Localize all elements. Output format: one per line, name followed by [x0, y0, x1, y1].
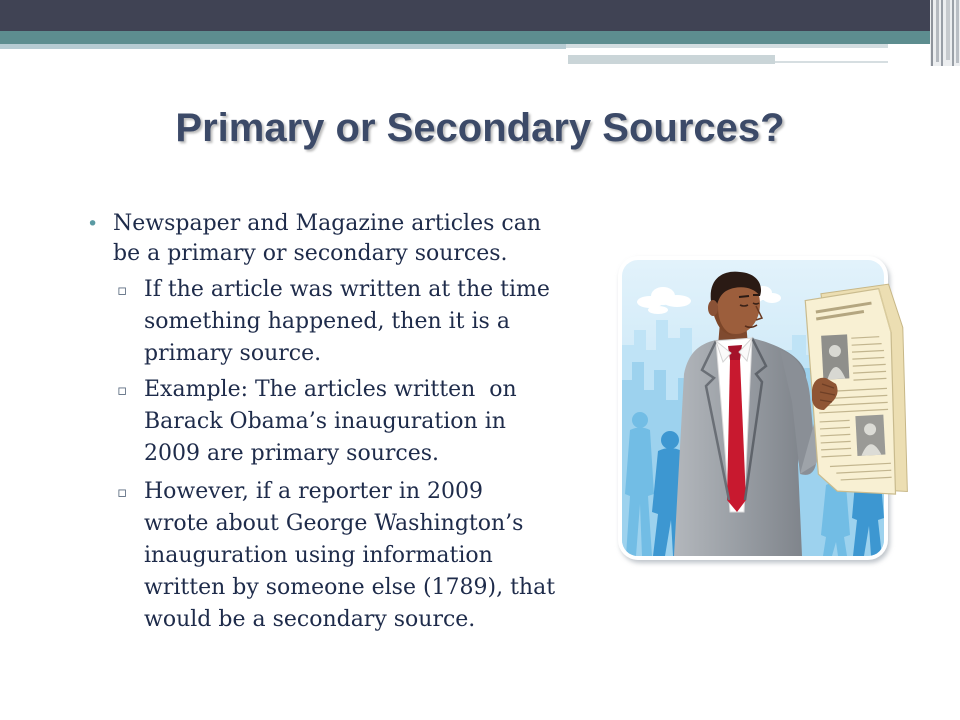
- sub-bullet-text-line: 2009 are primary sources.: [144, 441, 440, 466]
- sub-bullet-glyph: ▫: [117, 281, 128, 299]
- header-light-stripe: [566, 44, 888, 48]
- header-vertical-stripes: [930, 0, 960, 66]
- sub-bullet-glyph: ▫: [117, 483, 128, 501]
- bullet-item: [87, 209, 541, 269]
- header-vertical-stripe: [946, 0, 950, 60]
- sub-bullet-text-line: would be a secondary source.: [144, 607, 476, 632]
- newspaper-photo: [821, 334, 849, 379]
- header-vertical-stripe: [936, 0, 939, 62]
- sub-bullet-text-line: wrote about George Washington’s: [144, 511, 524, 536]
- newspaper-photo: [855, 415, 885, 456]
- sub-bullet-text-line: written by someone else (1789), that: [144, 575, 556, 600]
- bullet-glyph: •: [87, 213, 99, 235]
- sub-bullet-item: [117, 374, 517, 470]
- sub-bullet-text-line: Example: The articles written on: [144, 377, 517, 402]
- header-vertical-stripe: [952, 0, 954, 66]
- sub-bullet-text-line: primary source.: [144, 341, 322, 366]
- header-teal-band: [0, 31, 930, 44]
- header-vertical-stripe: [931, 0, 933, 66]
- header-gray-block: [568, 55, 775, 64]
- sub-bullet-text-line: something happened, then it is a: [144, 309, 510, 334]
- slide-title: Primary or Secondary Sources?: [175, 106, 785, 150]
- bullet-text-line: be a primary or secondary sources.: [113, 241, 508, 266]
- sub-bullet-text-line: inauguration using information: [144, 543, 493, 568]
- sub-bullet-item: [117, 274, 550, 370]
- header-gray-line: [775, 61, 888, 63]
- sub-bullet-text-line: However, if a reporter in 2009: [144, 479, 484, 504]
- sub-bullet-text-line: Barack Obama’s inauguration in: [144, 409, 506, 434]
- header-vertical-stripe: [956, 0, 959, 63]
- man-reading-newspaper-icon: [610, 250, 910, 568]
- bullet-text-line: Newspaper and Magazine articles can: [113, 211, 541, 236]
- ear: [708, 300, 718, 316]
- sub-bullet-text-line: If the article was written at the time: [144, 277, 550, 302]
- header-dark-band: [0, 0, 930, 31]
- header-vertical-stripe: [941, 0, 943, 66]
- sub-bullet-glyph: ▫: [117, 381, 128, 399]
- sub-bullet-item: [117, 476, 556, 636]
- header-light-stripe: [0, 44, 566, 49]
